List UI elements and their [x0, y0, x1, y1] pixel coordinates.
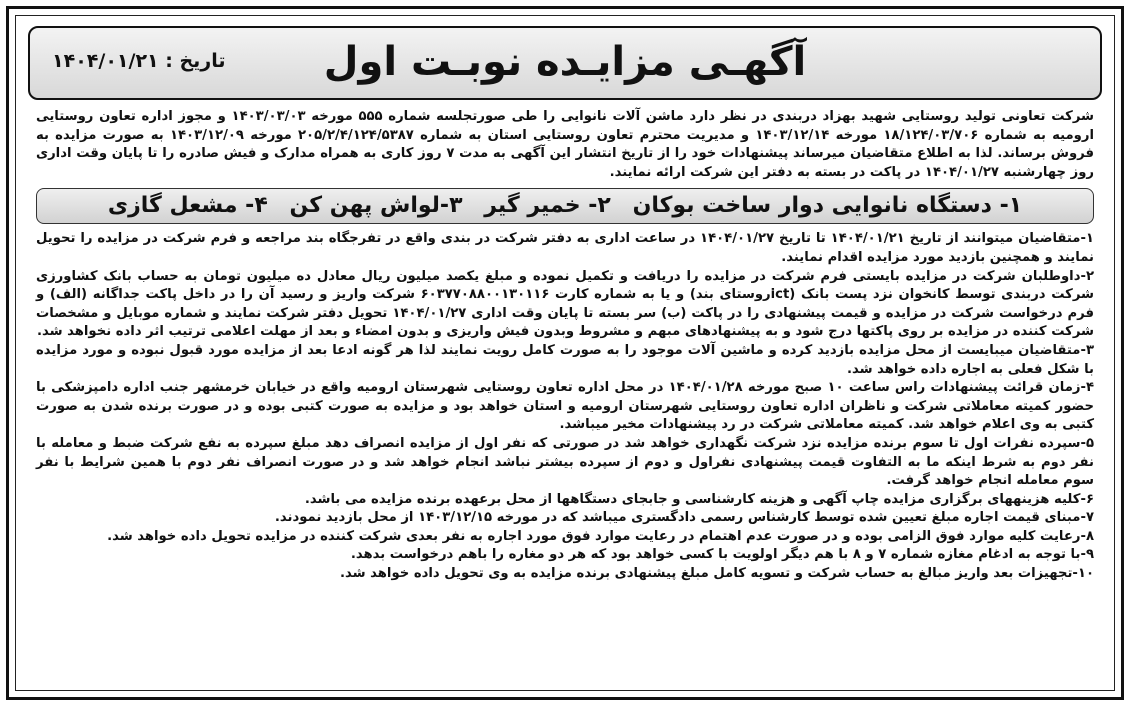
- clause-10: ۱۰-تجهیزات بعد واریز مبالغ به حساب شرکت و تسویه کامل مبلغ پیشنهادی برنده مزایده به وی تحویل داده خواهد شد.: [339, 566, 1094, 582]
- clause-8: ۸-رعایت کلیه موارد فوق الزامی بوده و در صورت عدم اهتمام در رعایت موارد فوق مورد اجاره به نفر بعدی شرکت کننده در مزایده تحویل داده خواهد شد.: [107, 528, 1094, 544]
- announcement-inner-border: [15, 15, 1115, 691]
- clause-3: ۳-متقاضیان میبایست از محل مزایده بازدید کرده و ماشین آلات موجود را به صورت کامل رویت نمایند لذا هر گونه ادعا بعد از مزایده مورد قبول نبوده و مورد مزایده با شکل فعلی به اجاره داده خواهد شد.: [36, 342, 1094, 377]
- item-lavash-sheeter: ۳-لواش پهن کن: [289, 193, 463, 219]
- clause-1: ۱-متقاضیان میتوانند از تاریخ ۱۴۰۴/۰۱/۲۱ تا تاریخ ۱۴۰۴/۰۱/۲۷ در ساعت اداری به دفتر شرکت در بندی واقع در تفرجگاه بند مراجعه و فرم شرکت در مزایده را تحویل نمایند و همچنین بازدید مورد مزایده اقدام نمایند.: [36, 231, 1094, 265]
- intro-paragraph: شرکت تعاونی تولید روستایی شهید بهزاد دربندی در نظر دارد ماشن آلات نانوایی را طی صورتجلسه شماره ۵۵۵ مورخه ۱۴۰۳/۰۳/۰۳ و مجوز اداره تعاون روستایی ارومیه به شماره ۱۸/۱۲۴/۰۳/۷۰۶ مورخه ۱۴۰۳/۱۲/۱۴ و مدیریت محترم تعاون روستایی استان به شماره ۲۰۵/۲/۴/۱۲۴/۵۳۸۷ مورخه ۱۴۰۳/۱۲/۰۹ به صورت مزایده به فروش برساند. لذا به اطلاع متقاضیان میرساند پیشنهادات خود را از تاریخ انتشار این آگهی به مدت ۷ روز کاری به همراه مدارک و فیش صادره را تا پایان وقت اداری روز چهارشنبه ۱۴۰۴/۰۱/۲۷ در پاکت در بسته به دفتر این شرکت ارائه نمایند.: [36, 109, 1094, 180]
- clause-4: ۴-زمان قرائت پیشنهادات راس ساعت ۱۰ صبح مورخه ۱۴۰۴/۰۱/۲۸ در محل اداره تعاون روستایی شهرستان ارومیه واقع در خیابان خرمشهر جنب اداره دامپزشکی با حضور کمیته معاملاتی شرکت و ناظران اداره تعاون روستایی شهرستان ارومیه و استان خواهد بود و مزایده به صورت کتبی بوده و در صورت برنده شدن به صورت کتبی به وی اعلام خواهد شد. کمیته معاملاتی شرکت در رد پیشنهادات مخیر میباشد.: [36, 380, 1094, 433]
- clause-2: ۲-داوطلبان شرکت در مزایده بایستی فرم شرکت در مزایده را دریافت و تکمیل نموده و مبلغ یکصد میلیون ریال معادل ده میلیون تومان به حساب بانک کشاورزی شرکت دربندی توسط کانخوان نزد پست بانک (ictروستای بند) و یا به شماره کارت ۶۰۳۷۷۰۸۸۰۰۱۳۰۱۱۶ شرکت واریز و رسید آن را در داخل پاکت جداگانه (الف) و فرم درخواست شرکت در مزایده و قیمت پیشنهادی را در پاکت (ب) سر بسته تا پایان وقت اداری ۱۴۰۴/۰۱/۲۷ تحویل دفتر شرکت نمایند و شماره موبایل و مشخصات شرکت کننده در مزایده بر روی پاکتها درج شود و به پیشنهادهای مبهم و مشروط وبدون فیش واریزی و بدون امضاء و بعد از مهلت اعلامی ترتیب اثر داده نخواهد شد.: [36, 268, 1094, 340]
- announcement-sheet: [6, 6, 1124, 700]
- announcement-date: تاریخ : ۱۴۰۴/۰۱/۲۱: [52, 50, 226, 72]
- items-bar: [36, 188, 1094, 224]
- announcement-title: آگهـی مزایـده نوبـت اول: [323, 39, 807, 85]
- item-dough-mixer: ۲- خمیر گیر: [484, 193, 611, 219]
- clause-6: ۶-کلیه هزینههای برگزاری مزایده چاپ آگهی و هزینه کارشناسی و جابجای دستگاهها از محل برعهده برنده مزایده می باشد.: [304, 491, 1094, 507]
- announcement-body: [36, 108, 1094, 584]
- clause-5: ۵-سپرده نفرات اول تا سوم برنده مزایده نزد شرکت نگهداری خواهد شد در صورتی که نفر اول از مزایده انصراف دهد مبلغ سپرده به نفع شرکت ضبط و معامله با نفر دوم به شرط اینکه ما به التفاوت قیمت پیشنهادی نفراول و دوم از سپرده بیشتر نباشد انجام خواهد شد و در صورت انصراف نفر دوم با همین شرایط با نفر سوم معامله انجام خواهد گرفت.: [36, 435, 1094, 489]
- item-gas-burner: ۴- مشعل گازی: [107, 193, 268, 219]
- clause-7: ۷-مبنای قیمت اجاره مبلغ تعیین شده توسط کارشناس رسمی دادگستری میباشد که در مورخه ۱۴۰۳/۱۲/۱۵ از محل بازدید نمودند.: [274, 510, 1094, 526]
- clause-9: ۹-با توجه به ادغام مغازه شماره ۷ و ۸ با هم دیگر اولویت با کسی خواهد بود که هر دو مغاره را باهم درخواست بدهد.: [350, 547, 1094, 563]
- item-bakery-machine: ۱- دستگاه نانوایی دوار ساخت بوکان: [632, 193, 1023, 219]
- announcement-header: [28, 26, 1102, 100]
